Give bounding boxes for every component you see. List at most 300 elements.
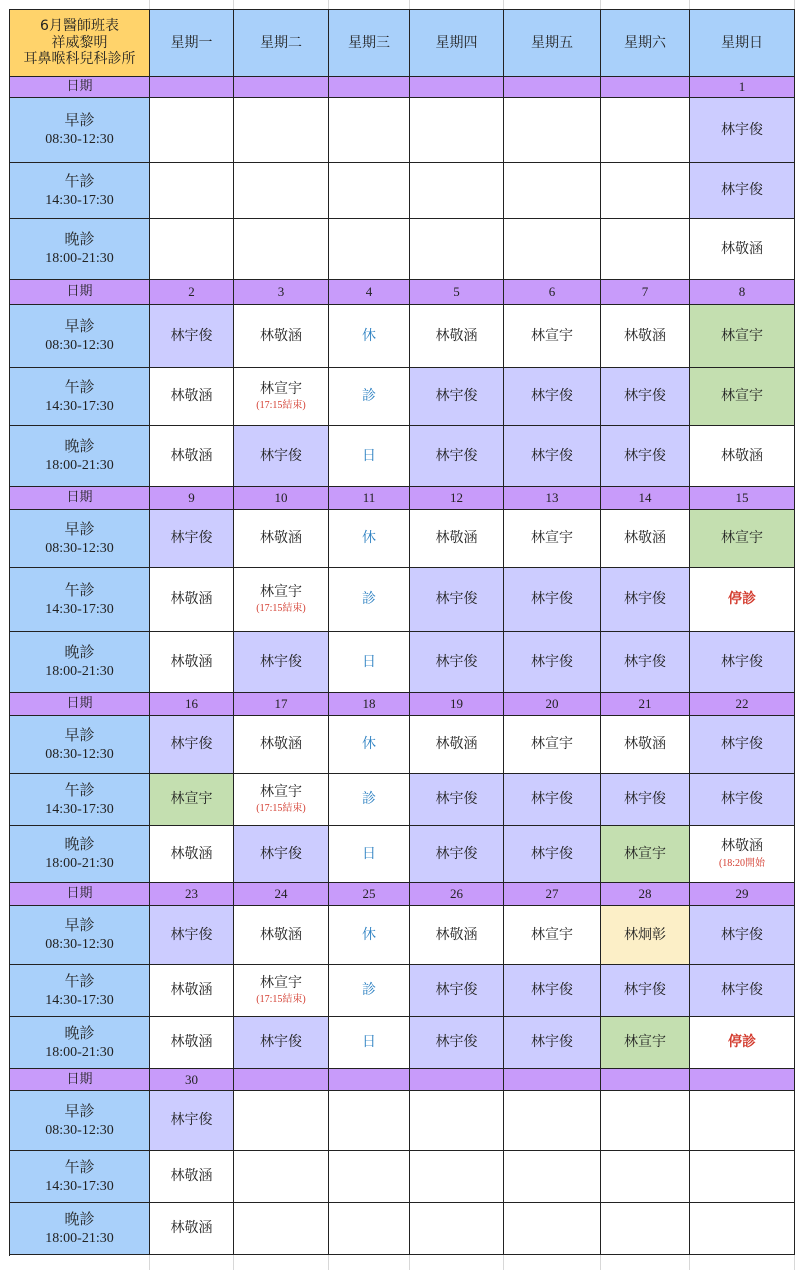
schedule-cell bbox=[329, 98, 410, 163]
schedule-cell bbox=[601, 1203, 690, 1255]
schedule-cell bbox=[150, 965, 234, 1017]
date-number: 2 bbox=[188, 284, 195, 300]
doctor-name: 林宇俊 bbox=[624, 591, 666, 608]
schedule-cell bbox=[234, 163, 329, 219]
schedule-cell bbox=[690, 1017, 795, 1069]
date-number: 15 bbox=[735, 490, 749, 506]
schedule-cell bbox=[150, 1151, 234, 1203]
date-number: 1 bbox=[738, 79, 746, 95]
rest-day-label: 日 bbox=[362, 845, 376, 862]
schedule-cell bbox=[410, 716, 504, 774]
schedule-cell bbox=[234, 98, 329, 163]
schedule-cell bbox=[504, 716, 601, 774]
schedule-cell bbox=[601, 826, 690, 883]
date-cell bbox=[690, 693, 795, 716]
schedule-cell bbox=[690, 305, 795, 368]
date-cell bbox=[410, 693, 504, 716]
date-cell bbox=[234, 487, 329, 510]
doctor-name: 林宣宇 bbox=[531, 327, 573, 344]
schedule-cell bbox=[690, 510, 795, 568]
date-number: 5 bbox=[453, 284, 460, 300]
shift-time: 18:00-21:30 bbox=[45, 1044, 114, 1060]
time-note: (17:15結束) bbox=[256, 803, 306, 815]
shift-label bbox=[10, 826, 150, 883]
schedule-cell bbox=[234, 1091, 329, 1151]
doctor-name: 林宇俊 bbox=[260, 845, 302, 862]
date-number: 29 bbox=[735, 886, 749, 902]
schedule-cell bbox=[601, 965, 690, 1017]
sheet-title bbox=[10, 10, 150, 77]
weekday-header bbox=[601, 10, 690, 77]
title-line: 6月醫師班表 bbox=[40, 17, 119, 34]
bottom-strip-cell bbox=[234, 1255, 329, 1270]
schedule-cell bbox=[234, 568, 329, 632]
doctor-name: 林宣宇 bbox=[170, 791, 213, 808]
schedule-cell bbox=[329, 305, 410, 368]
bottom-strip-cell bbox=[601, 1255, 690, 1270]
doctor-name: 林宣宇 bbox=[260, 783, 302, 800]
shift-label bbox=[10, 1151, 150, 1203]
doctor-name: 林宣宇 bbox=[721, 530, 763, 547]
weekday-label: 星期三 bbox=[348, 34, 390, 51]
schedule-cell bbox=[150, 906, 234, 965]
schedule-cell bbox=[504, 568, 601, 632]
date-cell bbox=[150, 487, 234, 510]
date-cell bbox=[504, 1069, 601, 1091]
doctor-name: 林宣宇 bbox=[260, 974, 302, 991]
doctor-name: 林宣宇 bbox=[531, 736, 573, 753]
doctor-name: 林宣宇 bbox=[721, 327, 763, 344]
date-cell bbox=[150, 693, 234, 716]
schedule-cell bbox=[601, 98, 690, 163]
bottom-strip-cell bbox=[10, 1255, 150, 1270]
schedule-cell bbox=[234, 632, 329, 693]
schedule-cell bbox=[150, 368, 234, 426]
date-cell bbox=[234, 280, 329, 305]
schedule-cell bbox=[690, 1203, 795, 1255]
doctor-name: 林敬涵 bbox=[435, 736, 478, 753]
date-cell bbox=[234, 1069, 329, 1091]
schedule-cell bbox=[410, 426, 504, 487]
shift-name: 早診 bbox=[64, 317, 95, 336]
doctor-name: 林宇俊 bbox=[435, 447, 478, 464]
bottom-strip-cell bbox=[690, 1255, 795, 1270]
shift-name: 午診 bbox=[64, 171, 95, 190]
schedule-cell bbox=[234, 906, 329, 965]
schedule-cell bbox=[150, 1091, 234, 1151]
date-cell bbox=[601, 77, 690, 98]
shift-time: 18:00-21:30 bbox=[45, 856, 114, 872]
date-number: 4 bbox=[365, 284, 373, 300]
schedule-cell bbox=[504, 906, 601, 965]
schedule-cell bbox=[150, 716, 234, 774]
schedule-cell bbox=[690, 368, 795, 426]
doctor-name: 林敬涵 bbox=[435, 327, 478, 344]
weekday-label: 星期六 bbox=[624, 34, 666, 51]
date-number: 10 bbox=[274, 490, 288, 506]
doctor-name: 林宇俊 bbox=[624, 653, 666, 670]
date-cell bbox=[329, 883, 410, 906]
date-cell bbox=[234, 693, 329, 716]
schedule-cell bbox=[504, 1091, 601, 1151]
date-number: 18 bbox=[362, 696, 376, 712]
date-row-label bbox=[10, 487, 150, 510]
shift-label bbox=[10, 426, 150, 487]
schedule-cell bbox=[329, 716, 410, 774]
schedule-cell bbox=[504, 219, 601, 280]
schedule-cell bbox=[690, 426, 795, 487]
date-number: 19 bbox=[450, 696, 463, 712]
shift-label bbox=[10, 305, 150, 368]
shift-name: 午診 bbox=[64, 971, 95, 990]
shift-time: 08:30-12:30 bbox=[45, 540, 114, 556]
schedule-cell bbox=[410, 1017, 504, 1069]
schedule-cell bbox=[601, 632, 690, 693]
doctor-name: 林宇俊 bbox=[721, 121, 763, 138]
doctor-name: 林敬涵 bbox=[721, 240, 763, 257]
date-cell bbox=[410, 1069, 504, 1091]
schedule-cell bbox=[601, 1151, 690, 1203]
schedule-cell bbox=[690, 632, 795, 693]
doctor-name: 林宇俊 bbox=[624, 791, 666, 808]
schedule-cell bbox=[601, 568, 690, 632]
schedule-cell bbox=[410, 219, 504, 280]
rest-day-label: 休 bbox=[362, 736, 376, 753]
schedule-cell bbox=[690, 1151, 795, 1203]
schedule-cell bbox=[329, 774, 410, 826]
schedule-cell bbox=[601, 716, 690, 774]
date-number: 7 bbox=[641, 284, 649, 300]
doctor-name: 林敬涵 bbox=[170, 845, 213, 862]
date-cell bbox=[504, 280, 601, 305]
doctor-name: 林宇俊 bbox=[721, 926, 763, 943]
weekday-header bbox=[410, 10, 504, 77]
date-cell bbox=[410, 883, 504, 906]
rest-day-label: 診 bbox=[362, 982, 376, 999]
shift-time: 08:30-12:30 bbox=[45, 338, 114, 354]
doctor-name: 林宇俊 bbox=[435, 653, 478, 670]
schedule-cell bbox=[410, 98, 504, 163]
schedule-cell bbox=[601, 1091, 690, 1151]
date-cell bbox=[690, 77, 795, 98]
doctor-name: 林宇俊 bbox=[531, 388, 573, 405]
date-label: 日期 bbox=[66, 1071, 93, 1087]
doctor-name: 林宇俊 bbox=[435, 845, 478, 862]
time-note: (18:20開始 bbox=[718, 857, 766, 869]
date-number: 11 bbox=[362, 490, 376, 506]
weekday-header bbox=[504, 10, 601, 77]
doctor-name: 林敬涵 bbox=[260, 530, 302, 547]
schedule-cell bbox=[601, 774, 690, 826]
shift-name: 晚診 bbox=[64, 437, 95, 456]
weekday-label: 星期二 bbox=[260, 34, 302, 51]
date-cell bbox=[329, 693, 410, 716]
schedule-cell bbox=[329, 426, 410, 487]
doctor-name: 林宇俊 bbox=[531, 447, 573, 464]
schedule-cell bbox=[504, 426, 601, 487]
shift-label bbox=[10, 510, 150, 568]
shift-label bbox=[10, 219, 150, 280]
time-note: (17:15結束) bbox=[256, 603, 306, 615]
doctor-name: 林敬涵 bbox=[260, 926, 302, 943]
date-cell bbox=[504, 693, 601, 716]
schedule-cell bbox=[410, 826, 504, 883]
doctor-name: 林宇俊 bbox=[531, 591, 573, 608]
date-label: 日期 bbox=[66, 490, 93, 506]
doctor-name: 林宇俊 bbox=[531, 653, 573, 670]
schedule-cell bbox=[150, 163, 234, 219]
doctor-name: 林敬涵 bbox=[721, 838, 763, 855]
date-cell bbox=[329, 487, 410, 510]
date-label: 日期 bbox=[66, 284, 93, 300]
schedule-cell bbox=[234, 774, 329, 826]
doctor-name: 林宇俊 bbox=[721, 653, 763, 670]
schedule-cell bbox=[234, 426, 329, 487]
shift-label bbox=[10, 716, 150, 774]
rest-day-label: 診 bbox=[362, 791, 376, 808]
doctor-name: 林宇俊 bbox=[721, 982, 763, 999]
rest-day-label: 日 bbox=[362, 653, 376, 670]
shift-time: 18:00-21:30 bbox=[45, 1230, 114, 1246]
schedule-cell bbox=[234, 1203, 329, 1255]
time-note: (17:15結束) bbox=[256, 994, 306, 1006]
rest-day-label: 日 bbox=[362, 1034, 376, 1051]
schedule-cell bbox=[504, 1203, 601, 1255]
shift-time: 14:30-17:30 bbox=[45, 992, 114, 1008]
left-border bbox=[9, 10, 10, 1256]
schedule-cell bbox=[504, 163, 601, 219]
schedule-cell bbox=[150, 1203, 234, 1255]
date-cell bbox=[150, 1069, 234, 1091]
schedule-cell bbox=[601, 163, 690, 219]
date-cell bbox=[601, 693, 690, 716]
doctor-name: 林敬涵 bbox=[170, 591, 213, 608]
doctor-name: 林宣宇 bbox=[531, 926, 573, 943]
shift-name: 晚診 bbox=[64, 643, 95, 662]
doctor-name: 林敬涵 bbox=[721, 447, 763, 464]
schedule-cell bbox=[150, 98, 234, 163]
date-cell bbox=[601, 883, 690, 906]
doctor-name: 林敬涵 bbox=[435, 530, 478, 547]
shift-label bbox=[10, 568, 150, 632]
schedule-cell bbox=[504, 1151, 601, 1203]
doctor-name: 林敬涵 bbox=[170, 1168, 213, 1185]
schedule-cell bbox=[329, 163, 410, 219]
schedule-cell bbox=[234, 716, 329, 774]
weekday-header bbox=[690, 10, 795, 77]
schedule-cell bbox=[410, 1151, 504, 1203]
date-number: 16 bbox=[185, 696, 198, 712]
schedule-cell bbox=[504, 510, 601, 568]
schedule-cell bbox=[504, 98, 601, 163]
shift-time: 18:00-21:30 bbox=[45, 458, 114, 474]
schedule-cell bbox=[329, 965, 410, 1017]
doctor-name: 林宇俊 bbox=[531, 791, 573, 808]
date-cell bbox=[690, 1069, 795, 1091]
date-row-label bbox=[10, 883, 150, 906]
shift-time: 18:00-21:30 bbox=[45, 251, 114, 267]
date-number: 28 bbox=[638, 886, 652, 902]
shift-time: 08:30-12:30 bbox=[45, 746, 114, 762]
closed-label: 停診 bbox=[728, 1034, 756, 1051]
date-row-label bbox=[10, 693, 150, 716]
schedule-cell bbox=[410, 368, 504, 426]
shift-name: 早診 bbox=[64, 916, 95, 935]
shift-name: 晚診 bbox=[64, 1023, 95, 1042]
doctor-name: 林敬涵 bbox=[170, 982, 213, 999]
date-number: 24 bbox=[274, 886, 288, 902]
shift-label bbox=[10, 98, 150, 163]
date-number: 14 bbox=[638, 490, 652, 506]
schedule-cell bbox=[329, 368, 410, 426]
rest-day-label: 休 bbox=[362, 327, 376, 344]
shift-name: 晚診 bbox=[64, 835, 95, 854]
doctor-name: 林敬涵 bbox=[260, 736, 302, 753]
date-cell bbox=[410, 77, 504, 98]
schedule-cell bbox=[690, 906, 795, 965]
schedule-cell bbox=[329, 1091, 410, 1151]
date-number: 8 bbox=[738, 284, 746, 300]
schedule-cell bbox=[234, 368, 329, 426]
date-cell bbox=[150, 883, 234, 906]
schedule-cell bbox=[504, 368, 601, 426]
shift-name: 早診 bbox=[64, 1101, 95, 1120]
date-number: 25 bbox=[362, 886, 376, 902]
schedule-cell bbox=[504, 305, 601, 368]
shift-label bbox=[10, 632, 150, 693]
doctor-name: 林宇俊 bbox=[721, 182, 763, 199]
schedule-cell bbox=[329, 826, 410, 883]
date-cell bbox=[504, 77, 601, 98]
schedule-cell bbox=[410, 906, 504, 965]
doctor-name: 林宇俊 bbox=[531, 845, 573, 862]
shift-time: 08:30-12:30 bbox=[45, 937, 114, 953]
schedule-cell bbox=[150, 1017, 234, 1069]
rest-day-label: 診 bbox=[362, 591, 376, 608]
shift-name: 晚診 bbox=[64, 1209, 95, 1228]
schedule-cell bbox=[690, 98, 795, 163]
schedule-cell bbox=[690, 965, 795, 1017]
doctor-name: 林宇俊 bbox=[170, 736, 213, 753]
weekday-header bbox=[150, 10, 234, 77]
doctor-name: 林宇俊 bbox=[435, 982, 478, 999]
doctor-name: 林宇俊 bbox=[721, 791, 763, 808]
date-cell bbox=[504, 487, 601, 510]
shift-time: 14:30-17:30 bbox=[45, 801, 114, 817]
shift-label bbox=[10, 906, 150, 965]
time-note: (17:15結束) bbox=[256, 400, 306, 412]
date-label: 日期 bbox=[66, 79, 93, 95]
date-cell bbox=[234, 77, 329, 98]
schedule-cell bbox=[329, 568, 410, 632]
schedule-cell bbox=[329, 1151, 410, 1203]
rest-day-label: 日 bbox=[362, 447, 376, 464]
schedule-cell bbox=[410, 163, 504, 219]
schedule-cell bbox=[504, 965, 601, 1017]
schedule-cell bbox=[150, 568, 234, 632]
shift-time: 08:30-12:30 bbox=[45, 1122, 114, 1138]
date-number: 27 bbox=[545, 886, 559, 902]
top-border bbox=[9, 9, 795, 10]
date-cell bbox=[690, 883, 795, 906]
date-number: 26 bbox=[450, 886, 463, 902]
schedule-cell bbox=[601, 219, 690, 280]
rest-day-label: 休 bbox=[362, 530, 376, 547]
date-number: 9 bbox=[188, 490, 195, 506]
schedule-cell bbox=[234, 305, 329, 368]
bottom-strip-cell bbox=[329, 1255, 410, 1270]
schedule-cell bbox=[504, 632, 601, 693]
weekday-header bbox=[234, 10, 329, 77]
schedule-cell bbox=[329, 906, 410, 965]
schedule-cell bbox=[504, 774, 601, 826]
date-cell bbox=[329, 280, 410, 305]
doctor-name: 林宇俊 bbox=[260, 1034, 302, 1051]
shift-time: 14:30-17:30 bbox=[45, 1178, 114, 1194]
weekday-label: 星期五 bbox=[531, 34, 573, 51]
schedule-cell bbox=[234, 965, 329, 1017]
schedule-cell bbox=[410, 1091, 504, 1151]
doctor-name: 林敬涵 bbox=[435, 926, 478, 943]
schedule-cell bbox=[234, 510, 329, 568]
date-cell bbox=[150, 280, 234, 305]
shift-label bbox=[10, 1203, 150, 1255]
doctor-name: 林敬涵 bbox=[624, 327, 666, 344]
shift-name: 午診 bbox=[64, 580, 95, 599]
doctor-name: 林宇俊 bbox=[721, 736, 763, 753]
rest-day-label: 休 bbox=[362, 926, 376, 943]
schedule-cell bbox=[601, 906, 690, 965]
closed-label: 停診 bbox=[728, 591, 756, 608]
schedule-cell bbox=[690, 568, 795, 632]
doctor-name: 林敬涵 bbox=[170, 1034, 213, 1051]
weekday-label: 星期日 bbox=[721, 34, 763, 51]
schedule-cell bbox=[601, 368, 690, 426]
shift-time: 14:30-17:30 bbox=[45, 398, 114, 414]
date-number: 17 bbox=[274, 696, 288, 712]
shift-label bbox=[10, 163, 150, 219]
bottom-strip-cell bbox=[410, 1255, 504, 1270]
schedule-cell bbox=[410, 568, 504, 632]
schedule-cell bbox=[150, 774, 234, 826]
doctor-name: 林敬涵 bbox=[170, 447, 213, 464]
shift-label bbox=[10, 1017, 150, 1069]
doctor-name: 林宣宇 bbox=[624, 845, 666, 862]
title-line: 祥威黎明 bbox=[51, 34, 108, 51]
date-row-label bbox=[10, 77, 150, 98]
doctor-name: 林炯彰 bbox=[624, 926, 666, 943]
date-cell bbox=[329, 77, 410, 98]
schedule-cell bbox=[690, 826, 795, 883]
shift-label bbox=[10, 965, 150, 1017]
doctor-name: 林宣宇 bbox=[260, 583, 302, 600]
date-cell bbox=[601, 1069, 690, 1091]
date-number: 6 bbox=[548, 284, 556, 300]
doctor-name: 林宇俊 bbox=[624, 982, 666, 999]
schedule-cell bbox=[234, 219, 329, 280]
date-number: 23 bbox=[185, 886, 198, 902]
schedule-cell bbox=[690, 774, 795, 826]
schedule-cell bbox=[150, 305, 234, 368]
doctor-name: 林宣宇 bbox=[721, 388, 763, 405]
date-label: 日期 bbox=[66, 696, 93, 712]
doctor-name: 林宇俊 bbox=[435, 591, 478, 608]
schedule-cell bbox=[329, 1017, 410, 1069]
doctor-name: 林宇俊 bbox=[170, 327, 213, 344]
schedule-cell bbox=[329, 510, 410, 568]
bottom-strip-cell bbox=[150, 1255, 234, 1270]
date-cell bbox=[601, 280, 690, 305]
